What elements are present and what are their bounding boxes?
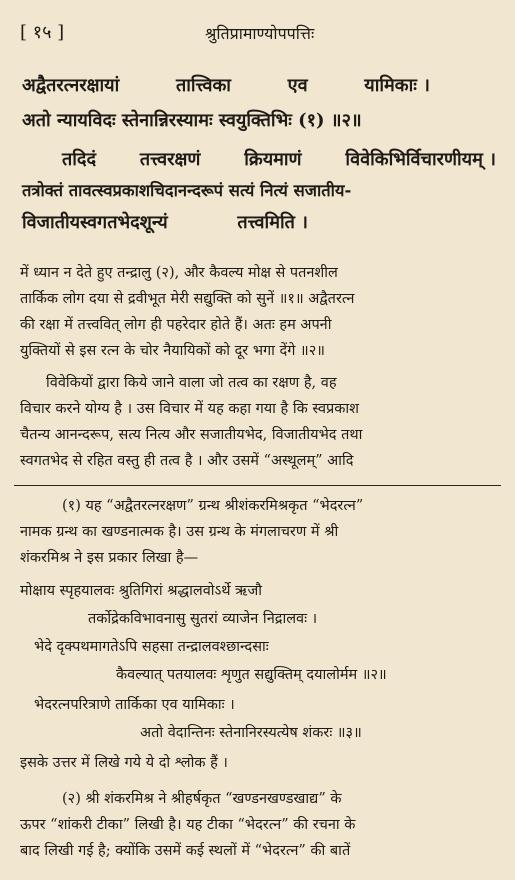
quoted-verse-line: तर्कोद्रेकविभावनासु सुतरां व्याजेन निद्रालवः । (88, 611, 318, 627)
prose-word: विवेकिभिर्विचारणीयम् । (345, 149, 496, 170)
prose-word: तत्त्वमिति । (237, 212, 308, 233)
footnote-line: (१) यह “अद्वैतरत्नरक्षण” ग्रन्थ श्रीशंकरमिश्रकृत “भेदरत्न” (62, 498, 364, 514)
verse-word: अद्वैतरत्नरक्षायां (22, 75, 120, 96)
quoted-verse-line: भेदरत्नपरित्राणे तार्किका एव यामिकाः । (34, 697, 235, 713)
translation-line: युक्तियों से इस रत्न के चोर नैयायिकों को दूर भगा देंगे ॥२॥ (20, 343, 325, 359)
translation-line: विचार करने योग्य है । उस विचार में यह कहा गया है कि स्वप्रकाश (20, 401, 360, 417)
page-number: [ १५ ] (20, 22, 65, 43)
translation-line: की रक्षा में तत्त्ववित् लोग ही पहरेदार होते हैं। अतः हम अपनी (20, 317, 332, 333)
translation-line: तार्किक लोग दया से द्रवीभूत मेरी सद्युक्ति को सुनें ॥१॥ अद्वैतरत्न (20, 291, 355, 307)
verse-word: यामिकाः । (364, 75, 430, 96)
verse-line-2: अतो न्यायविदः स्तेनान्निरस्यामः स्वयुक्तिभिः (१) ॥२॥ (22, 110, 362, 131)
translation-line: स्वगतभेद से रहित वस्तु ही तत्व है । और उसमें “अस्थूलम्” आदि (20, 453, 354, 469)
running-title: श्रुतिप्रामाण्योपपत्तिः (205, 24, 315, 43)
footnote-line: (२) श्री शंकरमिश्र ने श्रीहर्षकृत “खण्डनखण्डखाद्य” के (62, 791, 342, 807)
prose-word: क्रियमाणं (244, 149, 302, 170)
quoted-verse-line: भेदे दृक्पथमागतेऽपि सहसा तन्द्रालवश्छान्दसाः (34, 639, 269, 655)
prose-word: विजातीयस्वगतभेदशून्यं (22, 212, 168, 233)
footnote-line: बाद लिखी गई है; क्योंकि उसमें कई स्थलों में “भेदरत्न” की बातें (20, 843, 351, 859)
prose-word: तत्त्वरक्षणं (139, 149, 201, 170)
translation-line: में ध्यान न देते हुए तन्द्रालु (२), और कैवल्य मोक्ष से पतनशील (20, 265, 338, 281)
verse-line-1 (22, 73, 430, 97)
prose-line-3 (22, 210, 308, 234)
footnote-line: ऊपर “शांकरी टीका” लिखी है। यह टीका “भेदरत्न” की रचना के (20, 817, 356, 833)
verse-word: एव (287, 75, 308, 96)
prose-line-1 (62, 147, 496, 171)
page-header (20, 20, 495, 46)
quoted-verse-line: कैवल्यात् पतयालवः शृणुत सद्युक्तिम् दयालोर्मम ॥२॥ (116, 667, 387, 683)
prose-line-2: तत्रोक्तं तावत्स्वप्रकाशचिदानन्दरूपं सत्यं नित्यं सजातीय- (22, 181, 352, 200)
quoted-verse-line: अतो वेदान्तिनः स्तेनानिरस्यत्येष शंकरः ॥३॥ (140, 725, 362, 741)
footnote-line: इसके उत्तर में लिखे गये ये दो श्लोक हैं । (20, 755, 228, 771)
footnote-divider (14, 485, 501, 486)
translation-line: चैतन्य आनन्दरूप, सत्य नित्य और सजातीयभेद, विजातीयभेद तथा (20, 427, 363, 443)
translation-line: विवेकियों द्वारा किये जाने वाला जो तत्व का रक्षण है, वह (46, 375, 337, 391)
verse-word: तात्त्विका (175, 75, 231, 96)
prose-word: तदिदं (62, 149, 97, 170)
footnote-line: नामक ग्रन्थ का खण्डनात्मक है। उस ग्रन्थ के मंगलाचरण में श्री (20, 524, 339, 540)
footnote-line: शंकरमिश्र ने इस प्रकार लिखा है— (20, 550, 199, 566)
quoted-verse-line: मोक्षाय स्पृहयालवः श्रुतिगिरां श्रद्धालवोऽर्थे ऋजौ (20, 583, 263, 599)
